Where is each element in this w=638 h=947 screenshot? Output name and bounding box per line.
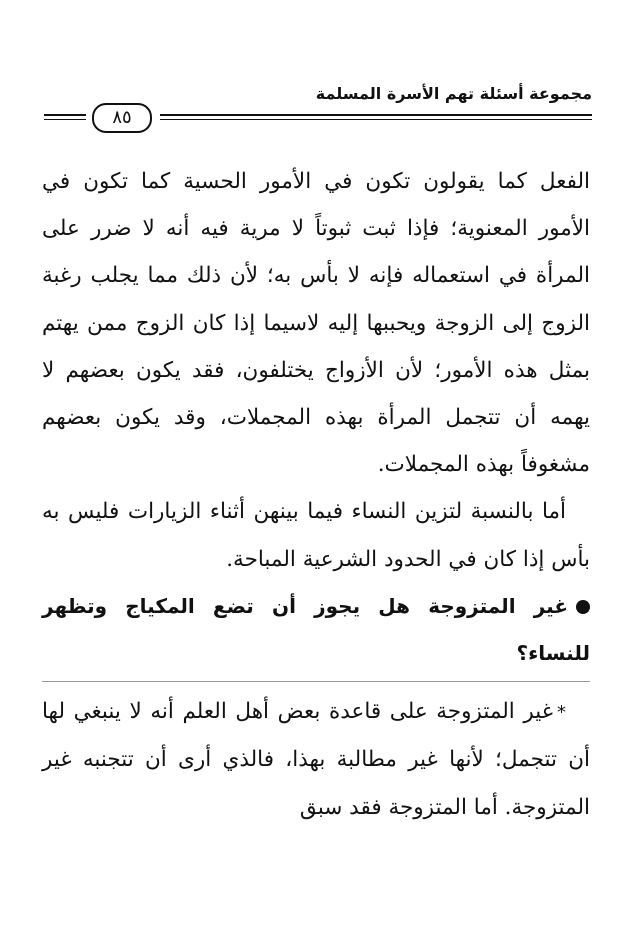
page-number: ٨٥ [92, 103, 152, 133]
page-body [42, 158, 590, 831]
running-title: مجموعة أسئلة تهم الأسرة المسلمة [315, 84, 592, 103]
question-heading [42, 583, 590, 677]
paragraph-1: الفعل كما يقولون تكون في الأمور الحسية كما تكون في الأمور المعنوية؛ فإذا ثبت ثبوتاً لا مرية فيه أنه لا ضرر على المرأة في استعماله فإنه لا بأس به؛ لأن ذلك مما يجلب رغبة الزوج إلى الزوجة ويحببها إليه لاسيما إذا كان الزوج ممن يهتم بمثل هذه الأمور؛ لأن الأزواج يختلفون، فقد يكون بعضهم لا يهمه أن تتجمل المرأة بهذه المجملات، وقد يكون بعضهم مشغوفاً بهذه المجملات. [42, 169, 590, 478]
answer-text: غير المتزوجة على قاعدة بعض أهل العلم أنه لا ينبغي لها أن تتجمل؛ لأنها غير مطالبة بهذا، فالذي أرى أن تتجنبه غير المتزوجة. أما المتزوجة فقد سبق [42, 699, 590, 820]
paragraph-2: أما بالنسبة لتزين النساء فيما بينهن أثناء الزيارات فليس به بأس إذا كان في الحدود الشرعية المباحة. [42, 499, 590, 572]
header-rule-right [160, 114, 592, 116]
question-text: غير المتزوجة هل يجوز أن تضع المكياج وتظهر للنساء؟ [42, 593, 590, 666]
section-divider [42, 681, 590, 682]
header-rule-left [44, 114, 86, 116]
asterisk-icon: * [557, 702, 566, 724]
bullet-icon [576, 600, 590, 614]
answer-paragraph [42, 688, 590, 831]
